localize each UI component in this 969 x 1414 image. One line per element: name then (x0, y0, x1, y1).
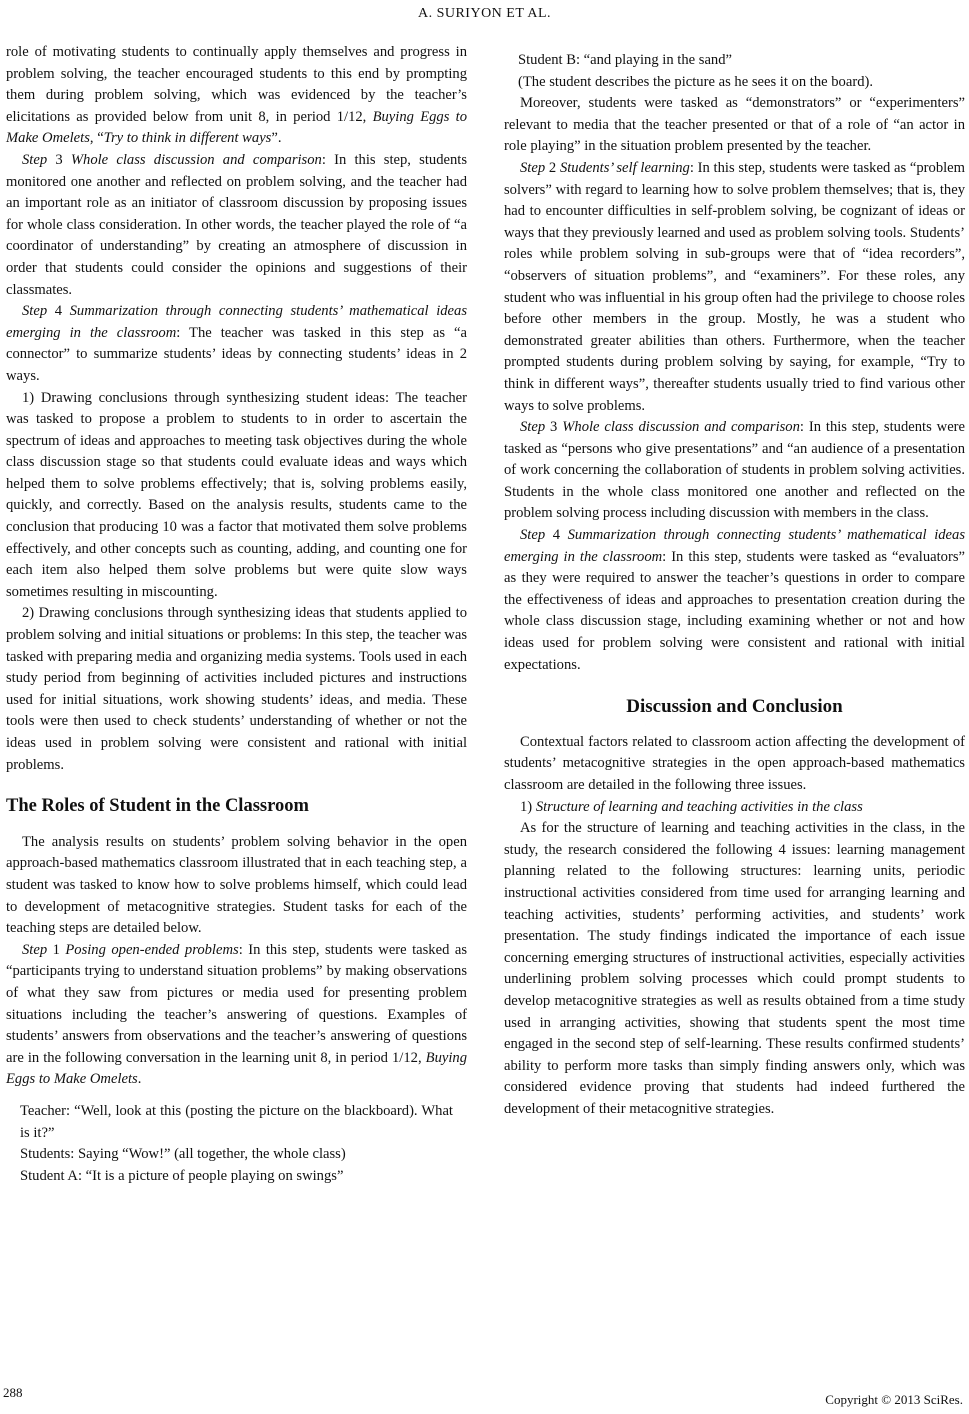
subheading-structure: 1) Structure of learning and teaching activities in the class (520, 798, 863, 815)
paragraph: As for the structure of learning and teaching activities in the class, in the study, the research considered the following 4 issues: learning management planning related to the following structures: learning units, periodic instructional activities considered from time used for arranging learning and teaching activities, students’ performing activities, and students’ work presentation. The study findings indicated the importance of each issue concerning emerging structures of instructional activities, especially activities underlining problem solving processes which could prompt students to develop metacognitive strategies as well as results obtained from a time study used in arranging activities, showing that students spent the most time engaged in the second step of self-learning. These results confirmed students’ ability to perform more tasks than simply finding answers only, which was considered evidence proving that students had indeed furthered the development of their metacognitive strategies. (504, 820, 965, 1117)
dialogue-block (504, 50, 965, 93)
left-column (6, 42, 467, 1187)
paragraph: Contextual factors related to classroom action affecting the development of students’ metacognitive strategies in the open approach-based mathematics classroom are detailed in the following three issues. (504, 733, 965, 793)
copyright-notice: Copyright © 2013 SciRes. (825, 1392, 963, 1407)
right-column (504, 50, 965, 1121)
dialogue-line: Teacher: “Well, look at this (posting the picture on the blackboard). What is it?” (20, 1102, 453, 1141)
dialogue-line: Student B: “and playing in the sand” (518, 52, 733, 68)
paragraph: Moreover, students were tasked as “demonstrators” or “experimenters” relevant to media that the teacher presented or that of a role of “an actor in role playing” in the situation problem presented by the teacher. (504, 95, 965, 155)
section-heading: Discussion and Conclusion (626, 696, 843, 718)
paragraph-step3: Step 3 Whole class discussion and comparison: In this step, students monitored one another and reflected on problem solving, and the teacher had an important role as an initiator of classroom discussion by proposing issues for whole class consideration. In other words, the teacher played the role of “a coordinator of understanding” by creating an atmosphere of discussion in order that students could consider the opinions and suggestions of their classmates. (6, 151, 468, 298)
paragraph: 1) Drawing conclusions through synthesizing student ideas: The teacher was tasked to propose a problem to students to in order to ascertain the spectrum of ideas and approaches to meeting task objectives during the whole class discussion stage so that students could evaluate ideas and ways which helped them to solve problems effectively; that is, solving problems easily, quickly, and correctly. Based on the analysis results, students came to the conclusion that producing 10 was a factor that motivated them solve problems effectively, and other concepts such as counting, adding, and counting one for each item also helped them solve problems but were quite slow ways sometimes resulting in miscounting. (6, 389, 467, 600)
dialogue-line: Students: Saying “Wow!” (all together, the whole class) (20, 1146, 346, 1163)
dialogue-line: Student A: “It is a picture of people playing on swings” (20, 1167, 344, 1184)
running-head: A. SURIYON ET AL. (417, 6, 552, 21)
section-heading: The Roles of Student in the Classroom (6, 796, 309, 817)
paragraph-step4: Step 4 Summarization through connecting students’ mathematical ideas emerging in the classroom: The teacher was tasked in this step as “a connector” to summarize students’ ideas by connecting students’ ideas in 2 ways. (6, 303, 467, 384)
paragraph: 2) Drawing conclusions through synthesizing ideas that students applied to problem solving and initial situations or problems: In this step, the teacher was tasked with preparing media and organizing media systems. Tools used in each study period from beginning of activities included pictures and instructions used for initial situations, work showing students’ ideas, and media. These tools were then used to check students’ understanding of whether or not the ideas used in problem solving were consistent and rational with initial problems. (6, 605, 467, 773)
dialogue-block (6, 1101, 467, 1187)
paragraph-step1: Step 1 Posing open-ended problems: In this step, students were tasked as “participants trying to understand situation problems” by making observations of what they saw from pictures or media used for presenting problem situations including the teacher’s answering of questions. Examples of students’ answers from observations and the teacher’s answering of questions are in the following conversation in the learning unit 8, in period 1/12, Buying Eggs to Make Omelets. (6, 941, 467, 1088)
paragraph-step3: Step 3 Whole class discussion and comparison: In this step, students were tasked as “persons who give presentations” and “an audience of a presentation of work concerning the collaboration of students in problem solving activities. Students in the whole class monitored one another and reflected on the problem solving process including discussion with members in the class. (504, 419, 966, 522)
paragraph: role of motivating students to continually apply themselves and progress in problem solving, the teacher encouraged students to this end by prompting them during problem solving, which was evidenced by the teacher’s elicitations as provided below from unit 8, in period 1/12, Buying Eggs to Make Omelets, “Try to think in different ways”. (6, 44, 467, 147)
paragraph: The analysis results on students’ problem solving behavior in the open approach-based mathematics classroom illustrated that in each teaching step, a student was tasked to know how to solve problems himself, which could lead to development of metacognitive strategies. Student tasks for each of the teaching steps are detailed below. (6, 833, 467, 937)
paragraph-step4: Step 4 Summarization through connecting students’ mathematical ideas emerging in the classroom: In this step, students were tasked as “evaluators” as they were required to answer the teacher’s questions in order to compare the effectiveness of ideas and approaches to presentation creation during the whole class discussion stage, including examining whether or not and how ideas used for problem solving were consistent and rational with initial expectations. (504, 527, 965, 673)
dialogue-line: (The student describes the picture as he sees it on the board). (518, 73, 873, 90)
paragraph-step2: Step 2 Students’ self learning: In this step, students were tasked as “problem solvers” with regard to learning how to solve problem themselves; that is, they had to encounter difficulties in self-problem solving, be cognizant of ideas or ways that they previously learned and used as problem solving tools. Students’ roles while problem solving in sub-groups were that of “idea recorders”, “observers of situation problems”, and “examiners”. For these roles, any student who was influential in his group often had the privilege to choose roles before other members in the group. Mostly, he was a student who demonstrated greater abilities than others. Furthermore, when the teacher prompted students during problem solving by saying, for example, “Try to think in different ways”, thereafter students usually tried to find various other ways to solve problems. (504, 159, 965, 414)
page-number: 288 (3, 1385, 23, 1400)
